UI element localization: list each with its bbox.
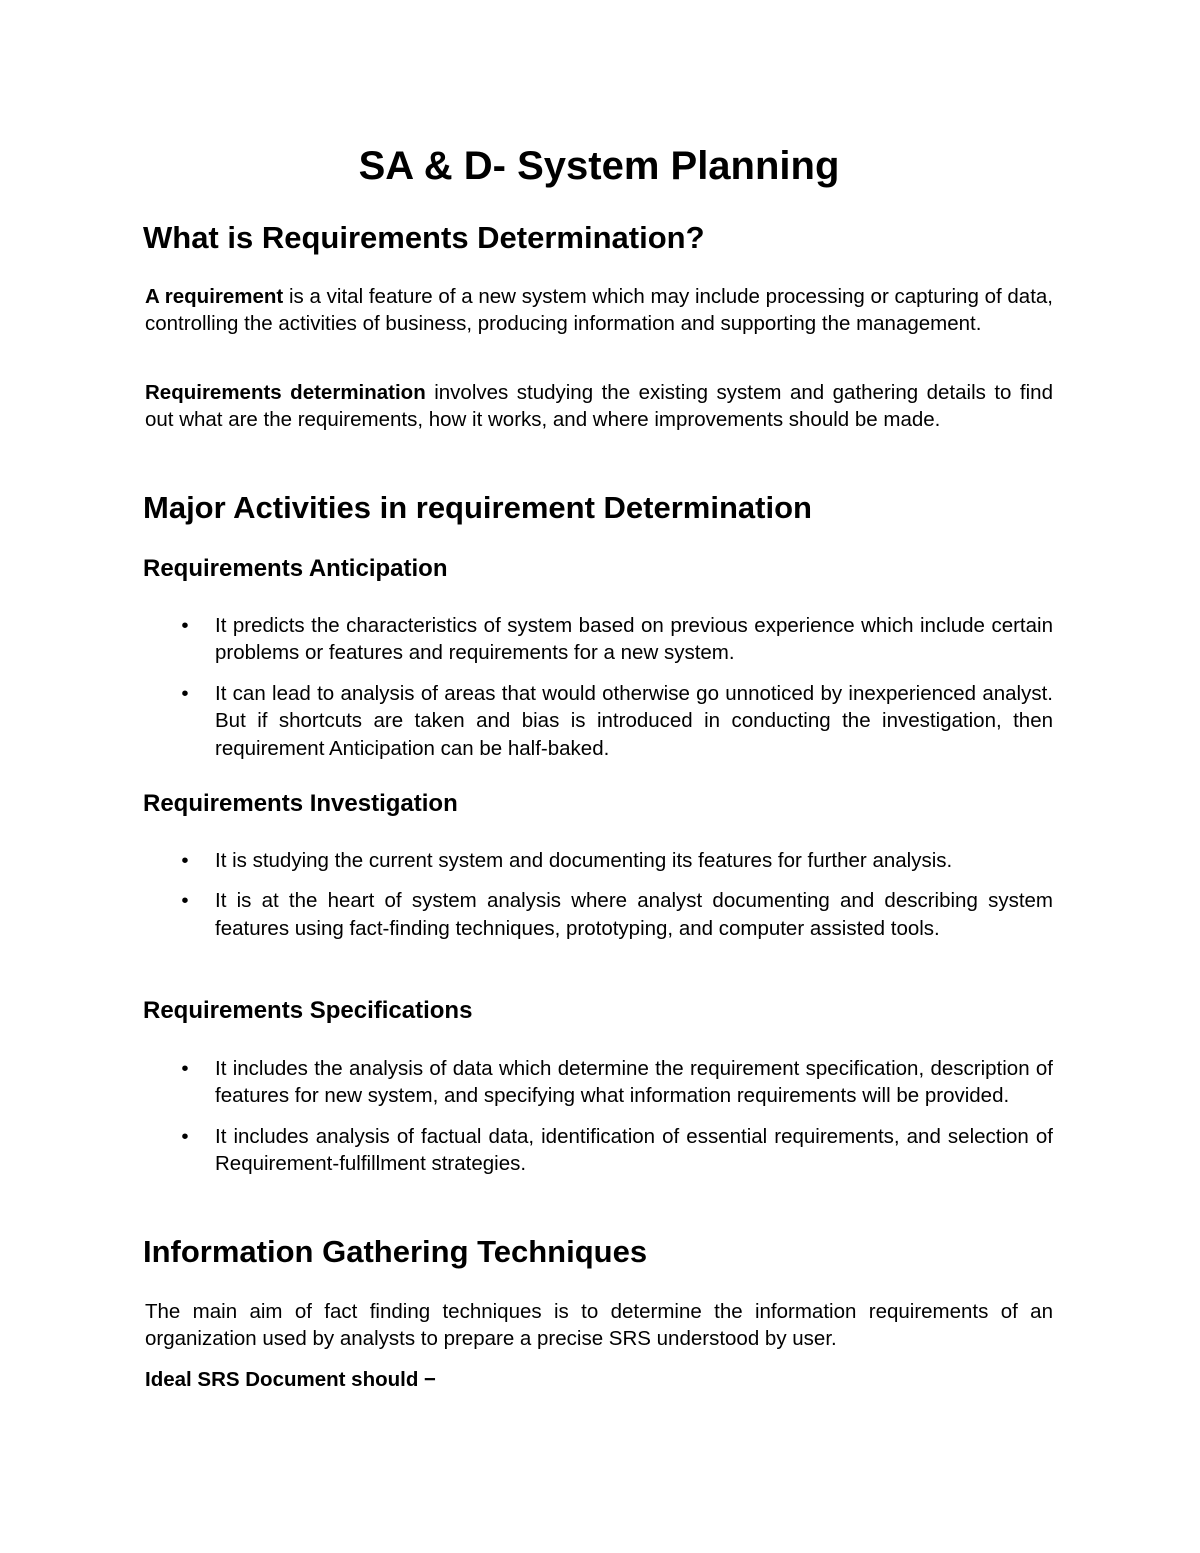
section-heading-major-activities: Major Activities in requirement Determination (143, 490, 812, 525)
list-item (145, 612, 1053, 667)
subheading-requirements-anticipation: Requirements Anticipation (143, 555, 448, 582)
paragraph-requirements-determination (145, 379, 1053, 434)
section-heading-information-gathering: Information Gathering Techniques (143, 1234, 648, 1269)
list-item (145, 887, 1053, 942)
paragraph-fact-finding: The main aim of fact finding techniques is to determine the information requirements of an organization used by analysts to prepare a precise SRS understood by user. (145, 1300, 1053, 1351)
bullet-icon: • (181, 1124, 189, 1148)
paragraph-determination-text: involves studying the existing system and gathering details to find out what are the requirements, how it works, and where improvements should be made. (145, 381, 1053, 432)
specifications-list (145, 1055, 1053, 1178)
list-item-text: It predicts the characteristics of system based on previous experience which include certain problems or features and requirements for a new system. (215, 614, 1053, 665)
list-item (145, 1123, 1053, 1178)
list-item-text: It can lead to analysis of areas that would otherwise go unnoticed by inexperienced analyst. But if shortcuts are taken and bias is introduced in conducting the investigation, then requirement Anticipation can be half-baked. (215, 681, 1053, 760)
bullet-icon: • (181, 849, 189, 872)
investigation-list (145, 847, 1053, 942)
term-requirements-determination: Requirements determination (145, 381, 426, 404)
bullet-icon: • (181, 681, 189, 705)
term-a-requirement: A requirement (145, 285, 284, 308)
list-item-text: It includes the analysis of data which determine the requirement specification, description of features for new system, and specifying what information requirements will be provided. (215, 1057, 1053, 1108)
list-item (145, 680, 1053, 762)
subheading-requirements-investigation: Requirements Investigation (143, 790, 458, 817)
subheading-requirements-specifications: Requirements Specifications (143, 997, 473, 1024)
list-item-text: It is at the heart of system analysis where analyst documenting and describing system features using fact-finding techniques, prototyping, and computer assisted tools. (215, 889, 1053, 940)
anticipation-list (145, 612, 1053, 762)
paragraph-requirement-definition (145, 283, 1053, 338)
list-item (145, 1055, 1053, 1110)
list-item (145, 847, 1053, 874)
bullet-icon: • (181, 889, 189, 913)
bullet-icon: • (181, 1057, 189, 1080)
bullet-icon: • (181, 614, 189, 637)
paragraph-requirement-text: is a vital feature of a new system which may include processing or capturing of data, controlling the activities of business, producing information and supporting the management. (145, 285, 1053, 336)
list-item-text: It is studying the current system and documenting its features for further analysis. (215, 849, 953, 872)
ideal-srs-lead: Ideal SRS Document should − (145, 1368, 437, 1391)
list-item-text: It includes analysis of factual data, identification of essential requirements, and selection of Requirement-fulfillment strategies. (215, 1124, 1053, 1176)
section-heading-requirements-determination: What is Requirements Determination? (143, 220, 705, 255)
page-title: SA & D- System Planning (358, 144, 840, 188)
